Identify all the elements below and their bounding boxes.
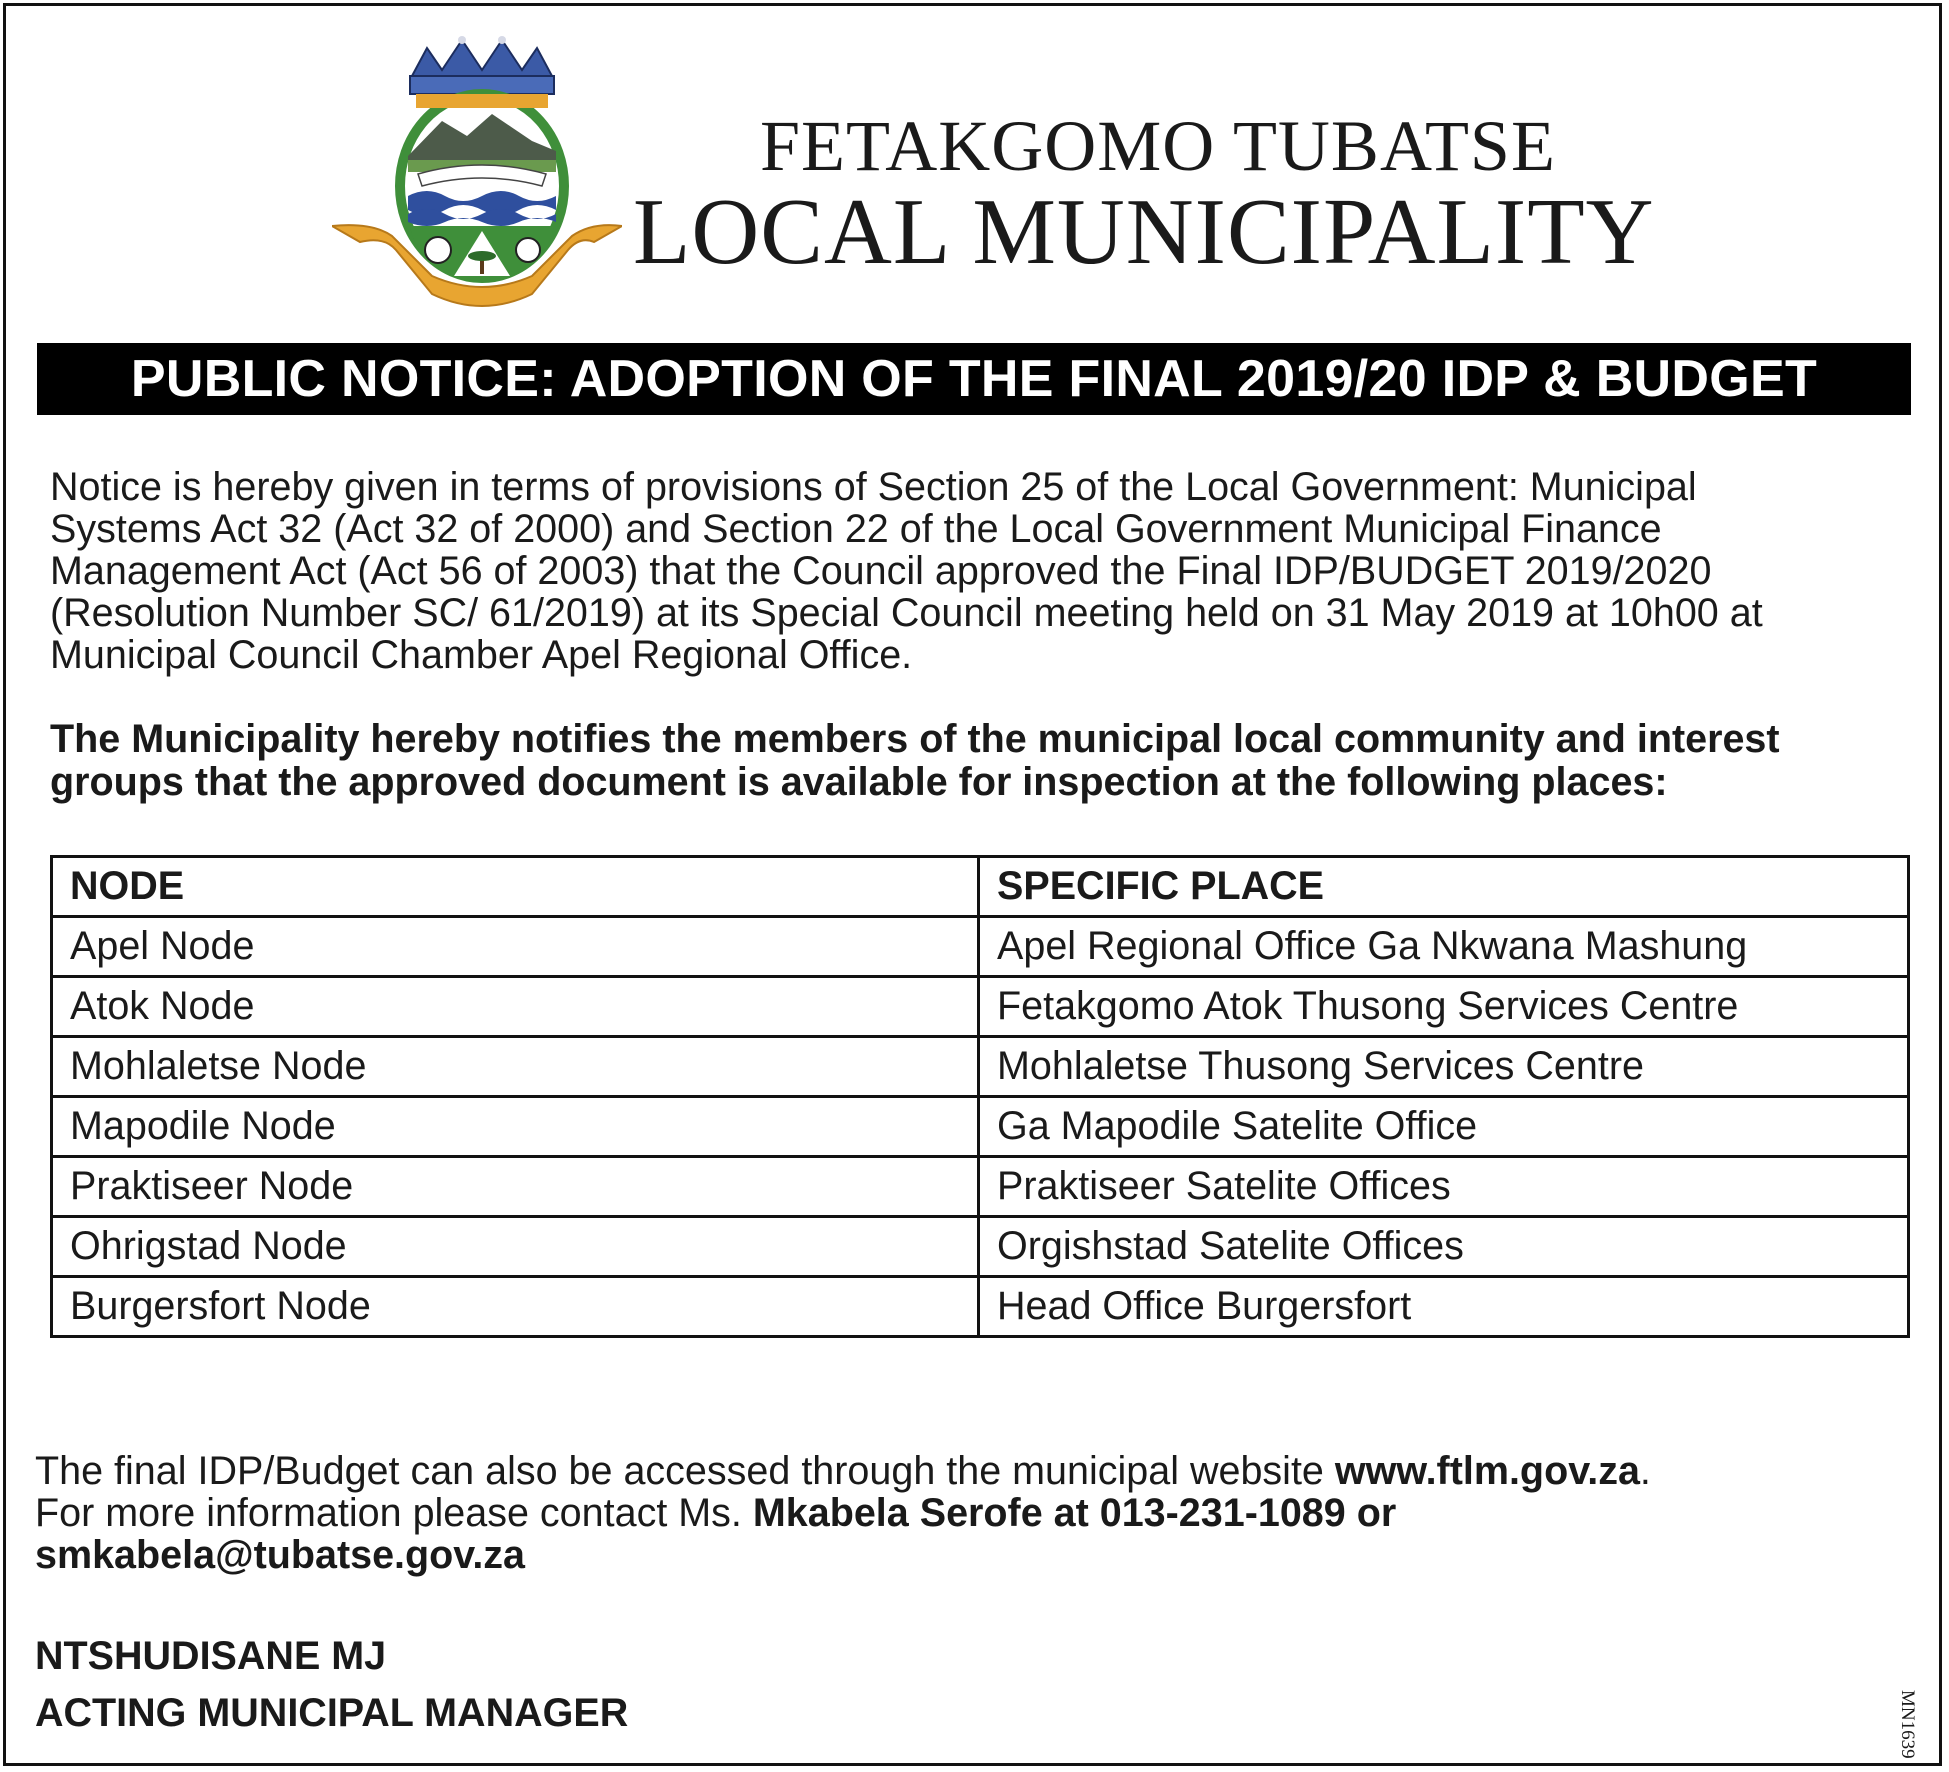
footer-info — [35, 1450, 1915, 1576]
table-row — [52, 1157, 1909, 1217]
place-cell: Fetakgomo Atok Thusong Services Centre — [979, 977, 1909, 1037]
place-cell: Head Office Burgersfort — [979, 1277, 1909, 1337]
reference-code: MN1639 — [1897, 1690, 1918, 1759]
notice-paragraph: Notice is hereby given in terms of provisions of Section 25 of the Local Government: Municipal Systems Act 32 (Act 32 of 2000) and Section 22 of the Local Government Municipal Finance Management Act (Act 56 of 2003) that the Council approved the Final IDP/BUDGET 2019/2020 (Resolution Number SC/ 61/2019) at its Special Council meeting held on 31 May 2019 at 10h00 at Municipal Council Chamber Apel Regional Office. — [50, 465, 1763, 677]
signatory-title: ACTING MUNICIPAL MANAGER — [35, 1691, 629, 1735]
organization-name-line1: FETAKGOMO TUBATSE — [760, 106, 1556, 186]
node-cell: Atok Node — [52, 977, 979, 1037]
signatory-name: NTSHUDISANE MJ — [35, 1634, 387, 1678]
node-cell: Mapodile Node — [52, 1097, 979, 1157]
table-row — [52, 977, 1909, 1037]
table-row — [52, 1277, 1909, 1337]
column-header-specific-place: SPECIFIC PLACE — [979, 857, 1909, 917]
contact-email-link[interactable]: smkabela@tubatse.gov.za — [35, 1533, 526, 1577]
node-cell: Mohlaletse Node — [52, 1037, 979, 1097]
contact-prefix: For more information please contact Ms. — [35, 1491, 753, 1535]
table-row — [52, 1217, 1909, 1277]
node-cell: Apel Node — [52, 917, 979, 977]
contact-line — [35, 1492, 1915, 1534]
node-cell: Burgersfort Node — [52, 1277, 979, 1337]
website-prefix: The final IDP/Budget can also be accessed through the municipal website — [35, 1449, 1335, 1493]
website-link[interactable]: www.ftlm.gov.za — [1334, 1449, 1640, 1493]
place-cell: Praktiseer Satelite Offices — [979, 1157, 1909, 1217]
contact-person-phone: Mkabela Serofe at 013-231-1089 or — [752, 1491, 1397, 1535]
website-line — [35, 1450, 1915, 1492]
inspection-places-table — [50, 855, 1910, 1338]
notification-paragraph: The Municipality hereby notifies the members of the municipal local community and interest groups that the approved document is available for inspection at the following places: — [50, 717, 1780, 804]
node-cell: Ohrigstad Node — [52, 1217, 979, 1277]
website-suffix: . — [1639, 1449, 1651, 1493]
municipal-crest-logo — [332, 36, 622, 316]
crown-icon — [410, 36, 554, 94]
notice-title: PUBLIC NOTICE: ADOPTION OF THE FINAL 2019/20 IDP & BUDGET — [130, 350, 1818, 408]
table-header-row — [52, 857, 1909, 917]
title-banner — [37, 343, 1911, 415]
table-row — [52, 917, 1909, 977]
table-row — [52, 1037, 1909, 1097]
signature-block — [35, 1628, 628, 1742]
column-header-node: NODE — [52, 857, 979, 917]
place-cell: Mohlaletse Thusong Services Centre — [979, 1037, 1909, 1097]
organization-name-line2: LOCAL MUNICIPALITY — [633, 180, 1655, 284]
place-cell: Orgishstad Satelite Offices — [979, 1217, 1909, 1277]
place-cell: Apel Regional Office Ga Nkwana Mashung — [979, 917, 1909, 977]
table-row — [52, 1097, 1909, 1157]
place-cell: Ga Mapodile Satelite Office — [979, 1097, 1909, 1157]
node-cell: Praktiseer Node — [52, 1157, 979, 1217]
